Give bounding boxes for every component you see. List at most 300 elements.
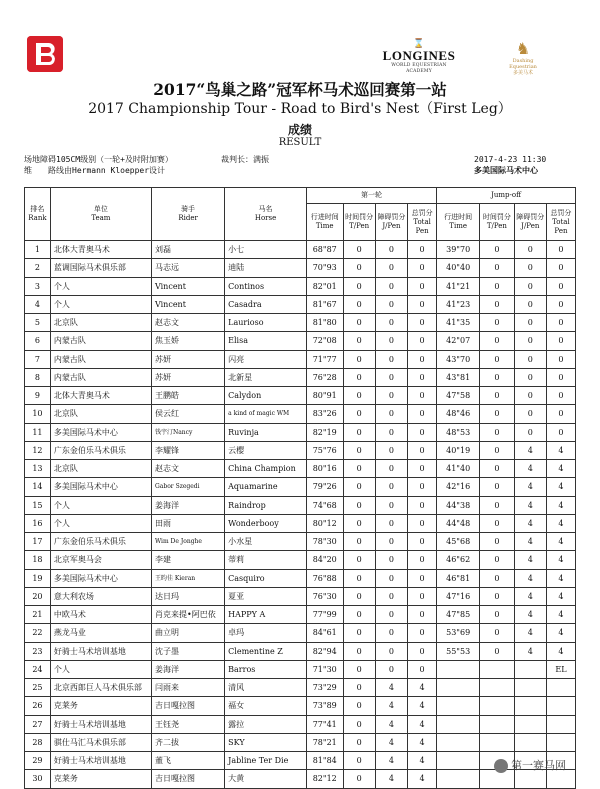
cell-jo-tpen: 0 bbox=[480, 277, 514, 295]
cell-jo-jpen: 0 bbox=[514, 350, 546, 368]
cell-rank: 29 bbox=[25, 752, 51, 770]
cell-r1-total: 4 bbox=[408, 679, 437, 697]
cell-rank: 11 bbox=[25, 423, 51, 441]
cell-r1-total: 4 bbox=[408, 715, 437, 733]
cell-r1-jpen: 0 bbox=[375, 277, 407, 295]
cell-horse: 蒂莉 bbox=[225, 551, 307, 569]
cell-r1-total: 0 bbox=[408, 259, 437, 277]
cell-team: 北京队 bbox=[50, 460, 151, 478]
cell-rank: 17 bbox=[25, 533, 51, 551]
cell-jo-time: 47"16 bbox=[437, 587, 480, 605]
cell-jo-tpen: 0 bbox=[480, 423, 514, 441]
cell-jo-total: 0 bbox=[546, 350, 575, 368]
cell-r1-tpen: 0 bbox=[343, 314, 375, 332]
cell-jo-tpen: 0 bbox=[480, 514, 514, 532]
cell-r1-time: 76"30 bbox=[306, 587, 343, 605]
cell-r1-time: 71"77 bbox=[306, 350, 343, 368]
cell-r1-jpen: 0 bbox=[375, 496, 407, 514]
table-row bbox=[25, 733, 576, 751]
cell-jo-tpen: 0 bbox=[480, 350, 514, 368]
title-en: 2017 Championship Tour - Road to Bird's Nest（First Leg） bbox=[88, 101, 512, 117]
cell-r1-total: 0 bbox=[408, 624, 437, 642]
cell-team: 个人 bbox=[50, 660, 151, 678]
cell-jo-total bbox=[546, 697, 575, 715]
table-row bbox=[25, 496, 576, 514]
cell-r1-total: 4 bbox=[408, 697, 437, 715]
cell-jo-time bbox=[437, 715, 480, 733]
cell-r1-total: 0 bbox=[408, 350, 437, 368]
cell-jo-time bbox=[437, 679, 480, 697]
cell-r1-jpen: 0 bbox=[375, 423, 407, 441]
cell-rider: 姜海洋 bbox=[151, 660, 224, 678]
cell-rank: 25 bbox=[25, 679, 51, 697]
table-row bbox=[25, 405, 576, 423]
cell-r1-time: 82"01 bbox=[306, 277, 343, 295]
cell-jo-time: 47"85 bbox=[437, 606, 480, 624]
cell-r1-time: 70"93 bbox=[306, 259, 343, 277]
cell-jo-total: 0 bbox=[546, 332, 575, 350]
cell-jo-tpen: 0 bbox=[480, 478, 514, 496]
cell-jo-jpen: 0 bbox=[514, 241, 546, 259]
cell-rank: 28 bbox=[25, 733, 51, 751]
cell-r1-total: 0 bbox=[408, 569, 437, 587]
cell-rank: 24 bbox=[25, 660, 51, 678]
cell-jo-tpen bbox=[480, 697, 514, 715]
table-row bbox=[25, 533, 576, 551]
cell-rank: 15 bbox=[25, 496, 51, 514]
cell-team: 内蒙古队 bbox=[50, 368, 151, 386]
cell-jo-tpen: 0 bbox=[480, 368, 514, 386]
cell-jo-time: 47"58 bbox=[437, 387, 480, 405]
cell-jo-tpen: 0 bbox=[480, 642, 514, 660]
dashing-equestrian-logo bbox=[498, 40, 548, 74]
cell-r1-tpen: 0 bbox=[343, 642, 375, 660]
cell-jo-total: 4 bbox=[546, 514, 575, 532]
cell-rank: 23 bbox=[25, 642, 51, 660]
watermark-text: 第一赛马网 bbox=[511, 759, 566, 772]
cell-jo-total: 4 bbox=[546, 551, 575, 569]
watermark bbox=[494, 757, 566, 773]
cell-jo-time: 46"62 bbox=[437, 551, 480, 569]
cell-jo-tpen: 0 bbox=[480, 241, 514, 259]
cell-r1-time: 75"76 bbox=[306, 441, 343, 459]
cell-jo-time: 42"07 bbox=[437, 332, 480, 350]
cell-rank: 6 bbox=[25, 332, 51, 350]
header-round1: 第一轮 bbox=[306, 188, 436, 204]
cell-r1-jpen: 0 bbox=[375, 295, 407, 313]
cell-jo-time: 43"81 bbox=[437, 368, 480, 386]
cell-r1-jpen: 0 bbox=[375, 332, 407, 350]
cell-jo-tpen bbox=[480, 660, 514, 678]
cell-jo-jpen: 4 bbox=[514, 587, 546, 605]
cell-rider: 李耀锋 bbox=[151, 441, 224, 459]
cell-r1-jpen: 0 bbox=[375, 350, 407, 368]
cell-jo-time: 53"69 bbox=[437, 624, 480, 642]
cell-r1-total: 0 bbox=[408, 441, 437, 459]
cell-rider: 赵志文 bbox=[151, 460, 224, 478]
cell-r1-jpen: 0 bbox=[375, 387, 407, 405]
dashing-logo-cn: 多美马术 bbox=[512, 70, 533, 76]
cell-r1-total: 0 bbox=[408, 660, 437, 678]
cell-team: 北体大青奥马术 bbox=[50, 387, 151, 405]
cell-team: 个人 bbox=[50, 295, 151, 313]
cell-rider: 侯云红 bbox=[151, 405, 224, 423]
table-row bbox=[25, 441, 576, 459]
cell-jo-jpen: 4 bbox=[514, 642, 546, 660]
cell-r1-total: 0 bbox=[408, 642, 437, 660]
cell-r1-tpen: 0 bbox=[343, 770, 375, 788]
cell-jo-time: 45"68 bbox=[437, 533, 480, 551]
cell-r1-tpen: 0 bbox=[343, 423, 375, 441]
cell-r1-jpen: 4 bbox=[375, 679, 407, 697]
cell-horse: Barros bbox=[225, 660, 307, 678]
table-row bbox=[25, 715, 576, 733]
cell-jo-tpen: 0 bbox=[480, 259, 514, 277]
cell-r1-total: 0 bbox=[408, 314, 437, 332]
cell-team: 个人 bbox=[50, 496, 151, 514]
table-row bbox=[25, 587, 576, 605]
cell-team: 多美国际马术中心 bbox=[50, 478, 151, 496]
cell-rank: 1 bbox=[25, 241, 51, 259]
cell-jo-jpen: 4 bbox=[514, 496, 546, 514]
cell-r1-jpen: 0 bbox=[375, 587, 407, 605]
cell-r1-jpen: 0 bbox=[375, 478, 407, 496]
cell-rider: 刘磊 bbox=[151, 241, 224, 259]
table-row bbox=[25, 259, 576, 277]
cell-r1-total: 0 bbox=[408, 587, 437, 605]
cell-r1-time: 68"87 bbox=[306, 241, 343, 259]
horse-icon: ♞ bbox=[515, 39, 531, 58]
cell-r1-jpen: 4 bbox=[375, 715, 407, 733]
cell-jo-time: 41"35 bbox=[437, 314, 480, 332]
cell-jo-total: 4 bbox=[546, 460, 575, 478]
cell-jo-time bbox=[437, 660, 480, 678]
cell-team: 广东金伯乐马术俱乐 bbox=[50, 441, 151, 459]
cell-r1-total: 0 bbox=[408, 405, 437, 423]
cell-horse: 云樱 bbox=[225, 441, 307, 459]
cell-r1-tpen: 0 bbox=[343, 259, 375, 277]
cell-team: 内蒙古队 bbox=[50, 332, 151, 350]
cell-jo-total: 0 bbox=[546, 259, 575, 277]
cell-rider: 闫雨来 bbox=[151, 679, 224, 697]
cell-jo-total: 4 bbox=[546, 441, 575, 459]
cell-jo-jpen: 0 bbox=[514, 423, 546, 441]
cell-r1-time: 80"12 bbox=[306, 514, 343, 532]
cell-r1-total: 0 bbox=[408, 277, 437, 295]
header-r1-time: 行进时间 Time bbox=[306, 204, 343, 241]
cell-jo-time: 48"53 bbox=[437, 423, 480, 441]
cell-r1-tpen: 0 bbox=[343, 715, 375, 733]
cell-jo-jpen: 0 bbox=[514, 259, 546, 277]
cell-jo-jpen: 0 bbox=[514, 314, 546, 332]
cell-r1-total: 0 bbox=[408, 332, 437, 350]
table-row bbox=[25, 551, 576, 569]
cell-jo-tpen: 0 bbox=[480, 624, 514, 642]
cell-r1-time: 84"20 bbox=[306, 551, 343, 569]
cell-jo-total: 4 bbox=[546, 624, 575, 642]
result-title-cn: 成绩 bbox=[287, 123, 312, 137]
cell-rider: 曲立明 bbox=[151, 624, 224, 642]
table-row bbox=[25, 752, 576, 770]
cell-r1-total: 0 bbox=[408, 606, 437, 624]
cell-rank: 19 bbox=[25, 569, 51, 587]
cell-jo-time: 48"46 bbox=[437, 405, 480, 423]
cell-jo-total: 4 bbox=[546, 569, 575, 587]
cell-r1-jpen: 0 bbox=[375, 569, 407, 587]
cell-horse: Ruvinja bbox=[225, 423, 307, 441]
cell-team: 多美国际马术中心 bbox=[50, 423, 151, 441]
cell-rank: 16 bbox=[25, 514, 51, 532]
cell-horse: Raindrop bbox=[225, 496, 307, 514]
cell-r1-jpen: 0 bbox=[375, 514, 407, 532]
cell-r1-time: 82"94 bbox=[306, 642, 343, 660]
cell-rider: 苏妍 bbox=[151, 350, 224, 368]
cell-jo-time: 44"38 bbox=[437, 496, 480, 514]
winged-hourglass-icon: ⌛ bbox=[413, 39, 425, 49]
header-rank: 排名 Rank bbox=[25, 188, 51, 241]
cell-rank: 21 bbox=[25, 606, 51, 624]
cell-horse: 大黄 bbox=[225, 770, 307, 788]
cell-r1-total: 0 bbox=[408, 368, 437, 386]
result-title-en: RESULT bbox=[278, 137, 322, 148]
cell-r1-tpen: 0 bbox=[343, 387, 375, 405]
header-team: 单位 Team bbox=[50, 188, 151, 241]
cell-jo-total: 0 bbox=[546, 423, 575, 441]
header-jo-time: 行进时间 Time bbox=[437, 204, 480, 241]
cell-horse: 闪亮 bbox=[225, 350, 307, 368]
cell-jo-tpen bbox=[480, 715, 514, 733]
cell-r1-tpen: 0 bbox=[343, 332, 375, 350]
cell-r1-total: 4 bbox=[408, 752, 437, 770]
cell-jo-total: 0 bbox=[546, 277, 575, 295]
cell-jo-tpen: 0 bbox=[480, 295, 514, 313]
table-row bbox=[25, 460, 576, 478]
cell-team: 个人 bbox=[50, 277, 151, 295]
cell-r1-time: 71"30 bbox=[306, 660, 343, 678]
cell-jo-jpen bbox=[514, 697, 546, 715]
cell-jo-total: 4 bbox=[546, 496, 575, 514]
cell-r1-jpen: 4 bbox=[375, 697, 407, 715]
cell-r1-tpen: 0 bbox=[343, 733, 375, 751]
table-row bbox=[25, 350, 576, 368]
cell-team: 广东金伯乐马术俱乐 bbox=[50, 533, 151, 551]
cell-rank: 14 bbox=[25, 478, 51, 496]
cell-r1-total: 0 bbox=[408, 387, 437, 405]
cell-r1-jpen: 0 bbox=[375, 441, 407, 459]
cell-r1-total: 0 bbox=[408, 496, 437, 514]
cell-horse: Casquiro bbox=[225, 569, 307, 587]
cell-team: 克莱务 bbox=[50, 770, 151, 788]
cell-jo-tpen bbox=[480, 733, 514, 751]
table-row bbox=[25, 295, 576, 313]
cell-rider: Vincent bbox=[151, 295, 224, 313]
header-rider: 骑手 Rider bbox=[151, 188, 224, 241]
cell-jo-total: 4 bbox=[546, 587, 575, 605]
cell-r1-tpen: 0 bbox=[343, 460, 375, 478]
event-date: 2017-4-23 11:30 bbox=[474, 155, 547, 164]
cell-rank: 22 bbox=[25, 624, 51, 642]
cell-rank: 27 bbox=[25, 715, 51, 733]
cell-team: 多美国际马术中心 bbox=[50, 569, 151, 587]
cell-team: 内蒙古队 bbox=[50, 350, 151, 368]
cell-r1-time: 81"67 bbox=[306, 295, 343, 313]
cell-jo-tpen: 0 bbox=[480, 496, 514, 514]
cell-jo-total: EL bbox=[546, 660, 575, 678]
cell-r1-time: 81"80 bbox=[306, 314, 343, 332]
cell-rider: 李建 bbox=[151, 551, 224, 569]
cell-r1-total: 0 bbox=[408, 514, 437, 532]
cell-jo-tpen: 0 bbox=[480, 587, 514, 605]
table-row bbox=[25, 423, 576, 441]
table-row bbox=[25, 514, 576, 532]
cell-rank: 2 bbox=[25, 259, 51, 277]
cell-rank: 5 bbox=[25, 314, 51, 332]
cell-jo-jpen: 4 bbox=[514, 624, 546, 642]
cell-jo-total bbox=[546, 715, 575, 733]
cell-jo-jpen: 4 bbox=[514, 460, 546, 478]
cell-r1-time: 76"88 bbox=[306, 569, 343, 587]
cell-jo-tpen: 0 bbox=[480, 405, 514, 423]
cell-rider: 董飞 bbox=[151, 752, 224, 770]
results-body bbox=[25, 241, 576, 789]
cell-r1-total: 4 bbox=[408, 770, 437, 788]
cell-jo-jpen: 0 bbox=[514, 405, 546, 423]
cell-horse: Aquamarine bbox=[225, 478, 307, 496]
cell-jo-tpen: 0 bbox=[480, 314, 514, 332]
cell-r1-total: 0 bbox=[408, 295, 437, 313]
course-designer-info: 维 路线由Hermann Kloepper设计 bbox=[24, 166, 166, 175]
longines-logo-sub: WORLD EQUESTRIAN ACADEMY bbox=[391, 63, 447, 74]
cell-jo-time bbox=[437, 770, 480, 788]
cell-r1-tpen: 0 bbox=[343, 551, 375, 569]
cell-horse: Continos bbox=[225, 277, 307, 295]
cell-r1-time: 73"29 bbox=[306, 679, 343, 697]
cell-team: 燕龙马业 bbox=[50, 624, 151, 642]
cell-r1-tpen: 0 bbox=[343, 478, 375, 496]
cell-r1-total: 0 bbox=[408, 241, 437, 259]
cell-jo-jpen: 4 bbox=[514, 551, 546, 569]
cell-rider: 王鹏皓 bbox=[151, 387, 224, 405]
class-info: 场地障碍105CM级别（一轮+及时附加赛） bbox=[24, 155, 173, 164]
cell-rider: 田雨 bbox=[151, 514, 224, 532]
cell-r1-tpen: 0 bbox=[343, 496, 375, 514]
cell-rider: 吉日嘎拉图 bbox=[151, 697, 224, 715]
results-table bbox=[24, 187, 576, 789]
title-cn: 2017“鸟巢之路”冠军杯马术巡回赛第一站 bbox=[153, 80, 447, 99]
cell-r1-jpen: 0 bbox=[375, 642, 407, 660]
cell-jo-total: 0 bbox=[546, 368, 575, 386]
cell-r1-jpen: 0 bbox=[375, 533, 407, 551]
cell-horse: 卓玛 bbox=[225, 624, 307, 642]
cell-jo-time: 43"70 bbox=[437, 350, 480, 368]
cell-r1-total: 0 bbox=[408, 460, 437, 478]
cell-rider: 钱宇汀Nancy bbox=[151, 423, 224, 441]
cell-rank: 12 bbox=[25, 441, 51, 459]
cell-horse: SKY bbox=[225, 733, 307, 751]
cell-jo-total: 4 bbox=[546, 533, 575, 551]
table-row bbox=[25, 569, 576, 587]
cell-rider: 焦玉娇 bbox=[151, 332, 224, 350]
cell-r1-time: 78"30 bbox=[306, 533, 343, 551]
cell-jo-time: 41"40 bbox=[437, 460, 480, 478]
cell-rider: Wim De Jonghe bbox=[151, 533, 224, 551]
cell-r1-tpen: 0 bbox=[343, 569, 375, 587]
cell-horse: Casadra bbox=[225, 295, 307, 313]
cell-team: 北京队 bbox=[50, 314, 151, 332]
cell-rider: 吉日嘎拉图 bbox=[151, 770, 224, 788]
table-row bbox=[25, 606, 576, 624]
cell-team: 蓝调国际马术俱乐部 bbox=[50, 259, 151, 277]
cell-horse: 小七 bbox=[225, 241, 307, 259]
cell-r1-time: 80"91 bbox=[306, 387, 343, 405]
cell-r1-jpen: 0 bbox=[375, 314, 407, 332]
cell-team: 北京军奥马会 bbox=[50, 551, 151, 569]
cell-r1-tpen: 0 bbox=[343, 350, 375, 368]
cell-r1-tpen: 0 bbox=[343, 405, 375, 423]
cell-rank: 20 bbox=[25, 587, 51, 605]
cell-r1-tpen: 0 bbox=[343, 295, 375, 313]
cell-horse: Elisa bbox=[225, 332, 307, 350]
cell-r1-tpen: 0 bbox=[343, 277, 375, 295]
cell-r1-time: 81"84 bbox=[306, 752, 343, 770]
cell-team: 个人 bbox=[50, 514, 151, 532]
cell-jo-total: 0 bbox=[546, 295, 575, 313]
cell-rank: 10 bbox=[25, 405, 51, 423]
cell-jo-time: 41"21 bbox=[437, 277, 480, 295]
cell-rank: 26 bbox=[25, 697, 51, 715]
cell-horse: Wonderbooy bbox=[225, 514, 307, 532]
cell-r1-jpen: 0 bbox=[375, 624, 407, 642]
cell-r1-total: 0 bbox=[408, 423, 437, 441]
cell-rank: 9 bbox=[25, 387, 51, 405]
cell-jo-tpen: 0 bbox=[480, 533, 514, 551]
cell-jo-time bbox=[437, 697, 480, 715]
cell-jo-jpen: 0 bbox=[514, 387, 546, 405]
cell-rank: 3 bbox=[25, 277, 51, 295]
table-row bbox=[25, 478, 576, 496]
cell-r1-tpen: 0 bbox=[343, 368, 375, 386]
cell-horse: 小水星 bbox=[225, 533, 307, 551]
cell-r1-time: 72"08 bbox=[306, 332, 343, 350]
table-row bbox=[25, 387, 576, 405]
cell-team: 意大利农场 bbox=[50, 587, 151, 605]
cell-rider: 齐二拔 bbox=[151, 733, 224, 751]
cell-r1-time: 84"61 bbox=[306, 624, 343, 642]
cell-rider: 马志远 bbox=[151, 259, 224, 277]
cell-jo-tpen: 0 bbox=[480, 569, 514, 587]
cell-jo-jpen: 4 bbox=[514, 441, 546, 459]
cell-horse: Calydon bbox=[225, 387, 307, 405]
cell-jo-time: 42"16 bbox=[437, 478, 480, 496]
cell-jo-tpen: 0 bbox=[480, 551, 514, 569]
cell-jo-jpen bbox=[514, 660, 546, 678]
cell-jo-jpen bbox=[514, 679, 546, 697]
cell-team: 中欧马术 bbox=[50, 606, 151, 624]
event-venue: 多美国际马术中心 bbox=[474, 166, 538, 175]
cell-jo-jpen: 4 bbox=[514, 478, 546, 496]
cell-horse: 露拉 bbox=[225, 715, 307, 733]
cell-r1-tpen: 0 bbox=[343, 679, 375, 697]
longines-logo bbox=[378, 40, 460, 74]
cell-team: 好骑士马术培训基地 bbox=[50, 642, 151, 660]
cell-r1-tpen: 0 bbox=[343, 514, 375, 532]
cell-team: 北体大青奥马术 bbox=[50, 241, 151, 259]
cell-rank: 30 bbox=[25, 770, 51, 788]
cell-r1-time: 76"28 bbox=[306, 368, 343, 386]
cell-rider: 肖克来提•阿巴依 bbox=[151, 606, 224, 624]
cell-rider: 王昀佳 Kieran bbox=[151, 569, 224, 587]
dashing-logo-en: Dashing Equestrian bbox=[509, 58, 537, 70]
